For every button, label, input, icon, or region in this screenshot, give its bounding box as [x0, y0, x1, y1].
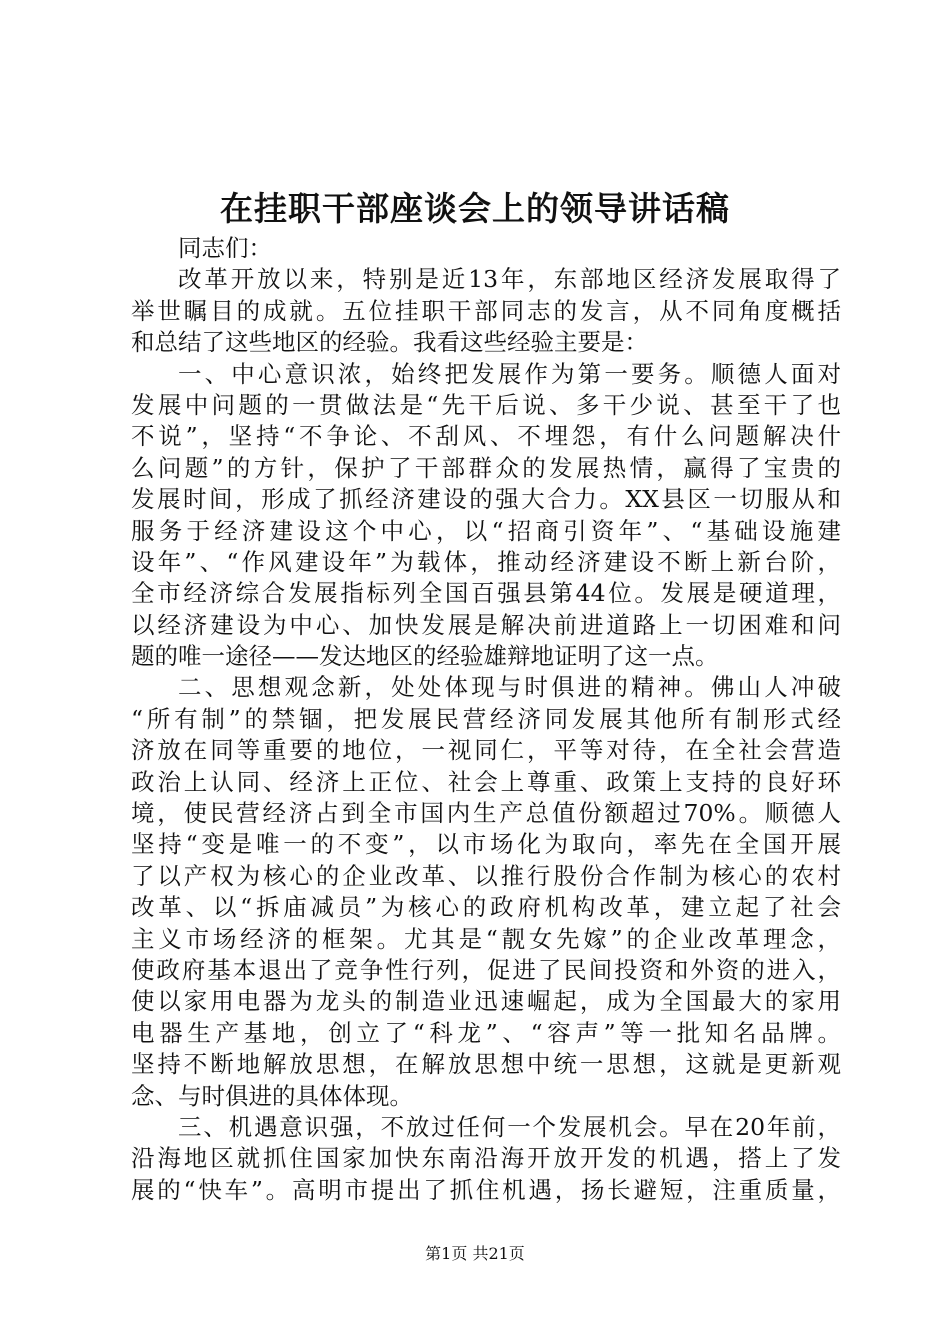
text-line: 坚持“变是唯一的不变”，以市场化为取向，率先在全国开展	[131, 830, 841, 859]
text-line: 使政府基本退出了竞争性行列，促进了民间投资和外资的进入，	[131, 955, 841, 984]
text-line: 和总结了这些地区的经验。我看这些经验主要是：	[131, 328, 648, 357]
text-line: 展的“快车”。高明市提出了抓住机遇，扬长避短，注重质量，	[131, 1175, 841, 1204]
text-line: 一、中心意识浓，始终把发展作为第一要务。顺德人面对	[178, 359, 841, 388]
text-line: 全市经济综合发展指标列全国百强县第44位。发展是硬道理，	[131, 579, 841, 608]
document-title: 在挂职干部座谈会上的领导讲话稿	[220, 189, 730, 228]
text-line: 发展中问题的一贯做法是“先干后说、多干少说、甚至干了也	[131, 390, 841, 419]
text-line: 了以产权为核心的企业改革、以推行股份合作制为核心的农村	[131, 861, 841, 890]
text-line: 设年”、“作风建设年”为载体，推动经济建设不断上新台阶，	[131, 547, 841, 576]
text-line: 政治上认同、经济上正位、社会上尊重、政策上支持的良好环	[131, 767, 841, 796]
text-line: 坚持不断地解放思想，在解放思想中统一思想，这就是更新观	[131, 1050, 841, 1079]
text-line: 不说”，坚持“不争论、不刮风、不埋怨，有什么问题解决什	[131, 422, 841, 451]
text-line: 电器生产基地，创立了“科龙”、“容声”等一批知名品牌。	[131, 1018, 841, 1047]
text-line: 改革开放以来，特别是近13年，东部地区经济发展取得了	[178, 265, 841, 294]
text-line: 境，使民营经济占到全市国内生产总值份额超过70%。顺德人	[131, 799, 841, 828]
document-body	[131, 233, 841, 1206]
text-line: 么问题”的方针，保护了干部群众的发展热情，赢得了宝贵的	[131, 453, 841, 482]
text-line: 服务于经济建设这个中心，以“招商引资年”、“基础设施建	[131, 516, 841, 545]
text-line: 举世瞩目的成就。五位挂职干部同志的发言，从不同角度概括	[131, 296, 841, 325]
text-line: 题的唯一途径——发达地区的经验雄辩地证明了这一点。	[131, 642, 719, 671]
text-line: 以经济建设为中心、加快发展是解决前进道路上一切困难和问	[131, 610, 841, 639]
text-line: 沿海地区就抓住国家加快东南沿海开放开发的机遇，搭上了发	[131, 1144, 841, 1173]
text-line: 主义市场经济的框架。尤其是“靓女先嫁”的企业改革理念，	[131, 924, 841, 953]
text-line: “所有制”的禁锢，把发展民营经济同发展其他所有制形式经	[131, 704, 841, 733]
text-line: 改革、以“拆庙减员”为核心的政府机构改革，建立起了社会	[131, 893, 841, 922]
text-line: 发展时间，形成了抓经济建设的强大合力。XX县区一切服从和	[131, 485, 841, 514]
text-line: 三、机遇意识强，不放过任何一个发展机会。早在20年前，	[178, 1112, 841, 1141]
page-number: 第1页 共21页	[425, 1244, 525, 1263]
text-line: 使以家用电器为龙头的制造业迅速崛起，成为全国最大的家用	[131, 987, 841, 1016]
text-line: 二、思想观念新，处处体现与时俱进的精神。佛山人冲破	[178, 673, 841, 702]
text-line: 念、与时俱进的具体体现。	[131, 1081, 413, 1110]
salutation-line: 同志们：	[178, 234, 272, 262]
text-line: 济放在同等重要的地位，一视同仁，平等对待，在全社会营造	[131, 736, 841, 765]
